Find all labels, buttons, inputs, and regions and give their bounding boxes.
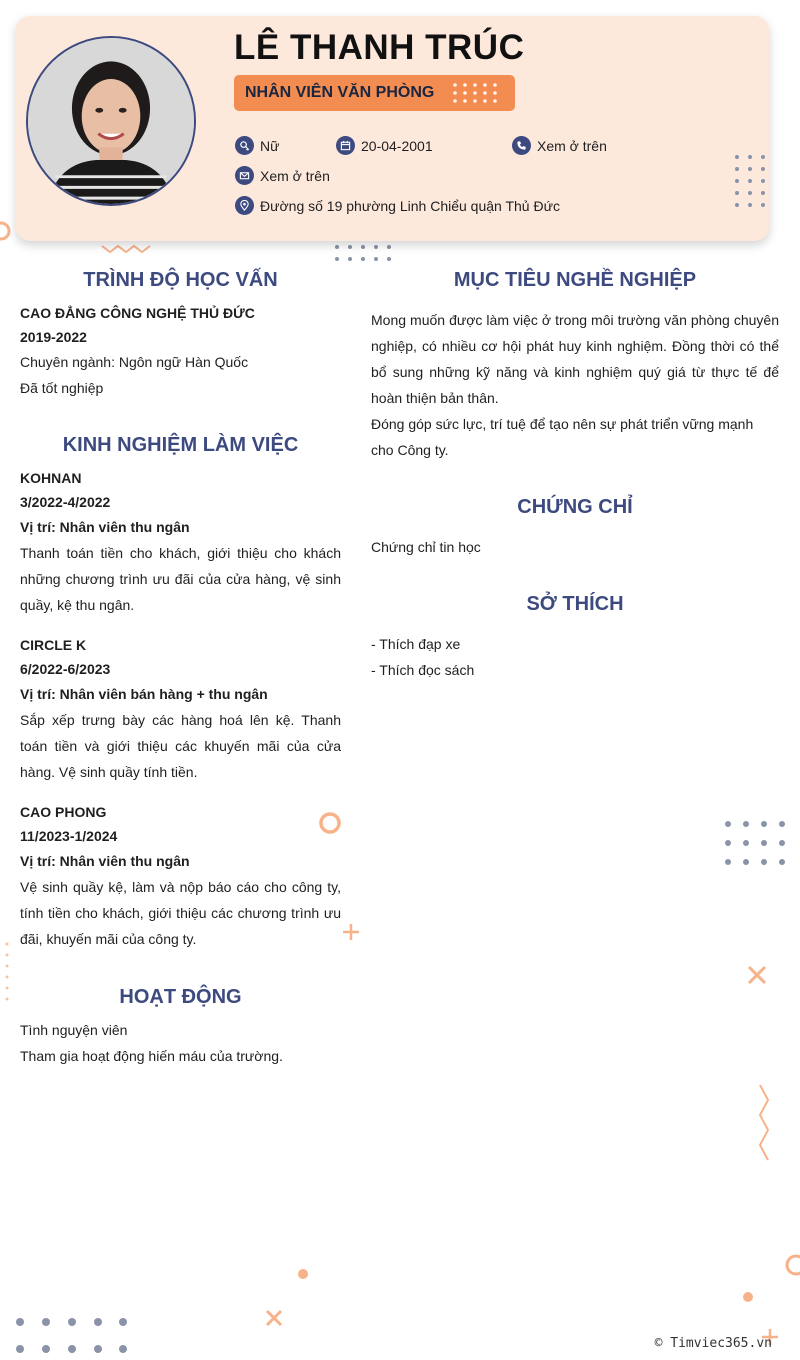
experience-description: Thanh toán tiền cho khách, giới thiệu cho khách những chương trình ưu đãi của cửa hàng, vệ sinh quầy, kệ thu ngân. xyxy=(20,545,341,613)
hobby-item: - Thích đọc sách xyxy=(371,662,475,678)
hobbies-title: SỞ THÍCH xyxy=(526,593,624,615)
activities-title: HOẠT ĐỘNG xyxy=(119,986,242,1008)
education-major: Chuyên ngành: Ngôn ngữ Hàn Quốc xyxy=(20,354,249,370)
experience-company: CAO PHONG xyxy=(20,804,107,820)
profile-photo xyxy=(28,38,194,204)
experience-position: Vị trí: Nhân viên thu ngân xyxy=(20,519,190,535)
email-value: Xem ở trên xyxy=(260,167,330,184)
header-dot-grid xyxy=(731,152,771,212)
contact-gender xyxy=(235,136,279,155)
contact-address xyxy=(235,196,560,215)
certificates-title: CHỨNG CHỈ xyxy=(517,496,633,518)
experience-position: Vị trí: Nhân viên bán hàng + thu ngân xyxy=(20,686,268,702)
experience-description: Sắp xếp trưng bày các hàng hoá lên kệ. Thanh toán tiền và giới thiệu các khuyến mãi của cửa hàng. Vệ sinh quầy tính tiền. xyxy=(20,712,341,780)
phone-value: Xem ở trên xyxy=(537,137,607,154)
objective-paragraph: Mong muốn được làm việc ở trong môi trường văn phòng chuyên nghiệp, có nhiều cơ hội phát huy kinh nghiệm. Đồng thời có thể bổ sung những kỹ năng và kinh nghiệm quý giá từ thực tế để hoàn thiện bản thân. xyxy=(371,312,779,406)
education-title: TRÌNH ĐỘ HỌC VẤN xyxy=(83,269,278,291)
candidate-name: LÊ THANH TRÚC xyxy=(234,28,525,67)
certificate-item: Chứng chỉ tin học xyxy=(371,539,481,555)
education-period: 2019-2022 xyxy=(20,329,87,345)
experience-period: 11/2023-1/2024 xyxy=(20,828,118,844)
job-title: NHÂN VIÊN VĂN PHÒNG xyxy=(245,84,435,101)
experience-description: Vệ sinh quầy kệ, làm và nộp báo cáo cho công ty, tính tiền cho khách, giới thiệu các chương trình ưu đãi, khuyến mãi của công ty. xyxy=(20,879,341,947)
badge-dots xyxy=(452,82,508,104)
copyright: © Timviec365.vn xyxy=(654,1336,772,1351)
location-pin-icon xyxy=(235,196,254,215)
email-icon xyxy=(235,166,254,185)
education-school: CAO ĐẲNG CÔNG NGHỆ THỦ ĐỨC xyxy=(20,305,255,321)
experience-period: 6/2022-6/2023 xyxy=(20,661,111,677)
experience-company: KOHNAN xyxy=(20,470,82,486)
experience-period: 3/2022-4/2022 xyxy=(20,494,111,510)
experience-title: KINH NGHIỆM LÀM VIỆC xyxy=(62,434,299,456)
contact-email xyxy=(235,166,330,185)
contact-birthday xyxy=(336,136,433,155)
avatar xyxy=(26,36,196,206)
education-status: Đã tốt nghiệp xyxy=(20,380,104,396)
gender-value: Nữ xyxy=(260,137,280,154)
job-title-badge xyxy=(234,75,515,111)
objective-title: MỤC TIÊU NGHỀ NGHIỆP xyxy=(453,269,697,291)
calendar-icon xyxy=(336,136,355,155)
phone-icon xyxy=(512,136,531,155)
birthday-value: 20-04-2001 xyxy=(361,137,433,154)
address-value: Đường số 19 phường Linh Chiểu quận Thủ Đức xyxy=(260,197,560,214)
activities-role: Tình nguyện viên xyxy=(20,1022,128,1038)
experience-company: CIRCLE K xyxy=(20,637,87,653)
hobby-item: - Thích đạp xe xyxy=(371,636,461,652)
objective-paragraph: Đóng góp sức lực, trí tuệ để tạo nên sự phát triển vững mạnh cho Công ty. xyxy=(371,416,754,458)
contact-phone xyxy=(512,136,607,155)
activities-description: Tham gia hoạt động hiến máu của trường. xyxy=(20,1048,283,1064)
gender-icon xyxy=(235,136,254,155)
experience-position: Vị trí: Nhân viên thu ngân xyxy=(20,853,190,869)
